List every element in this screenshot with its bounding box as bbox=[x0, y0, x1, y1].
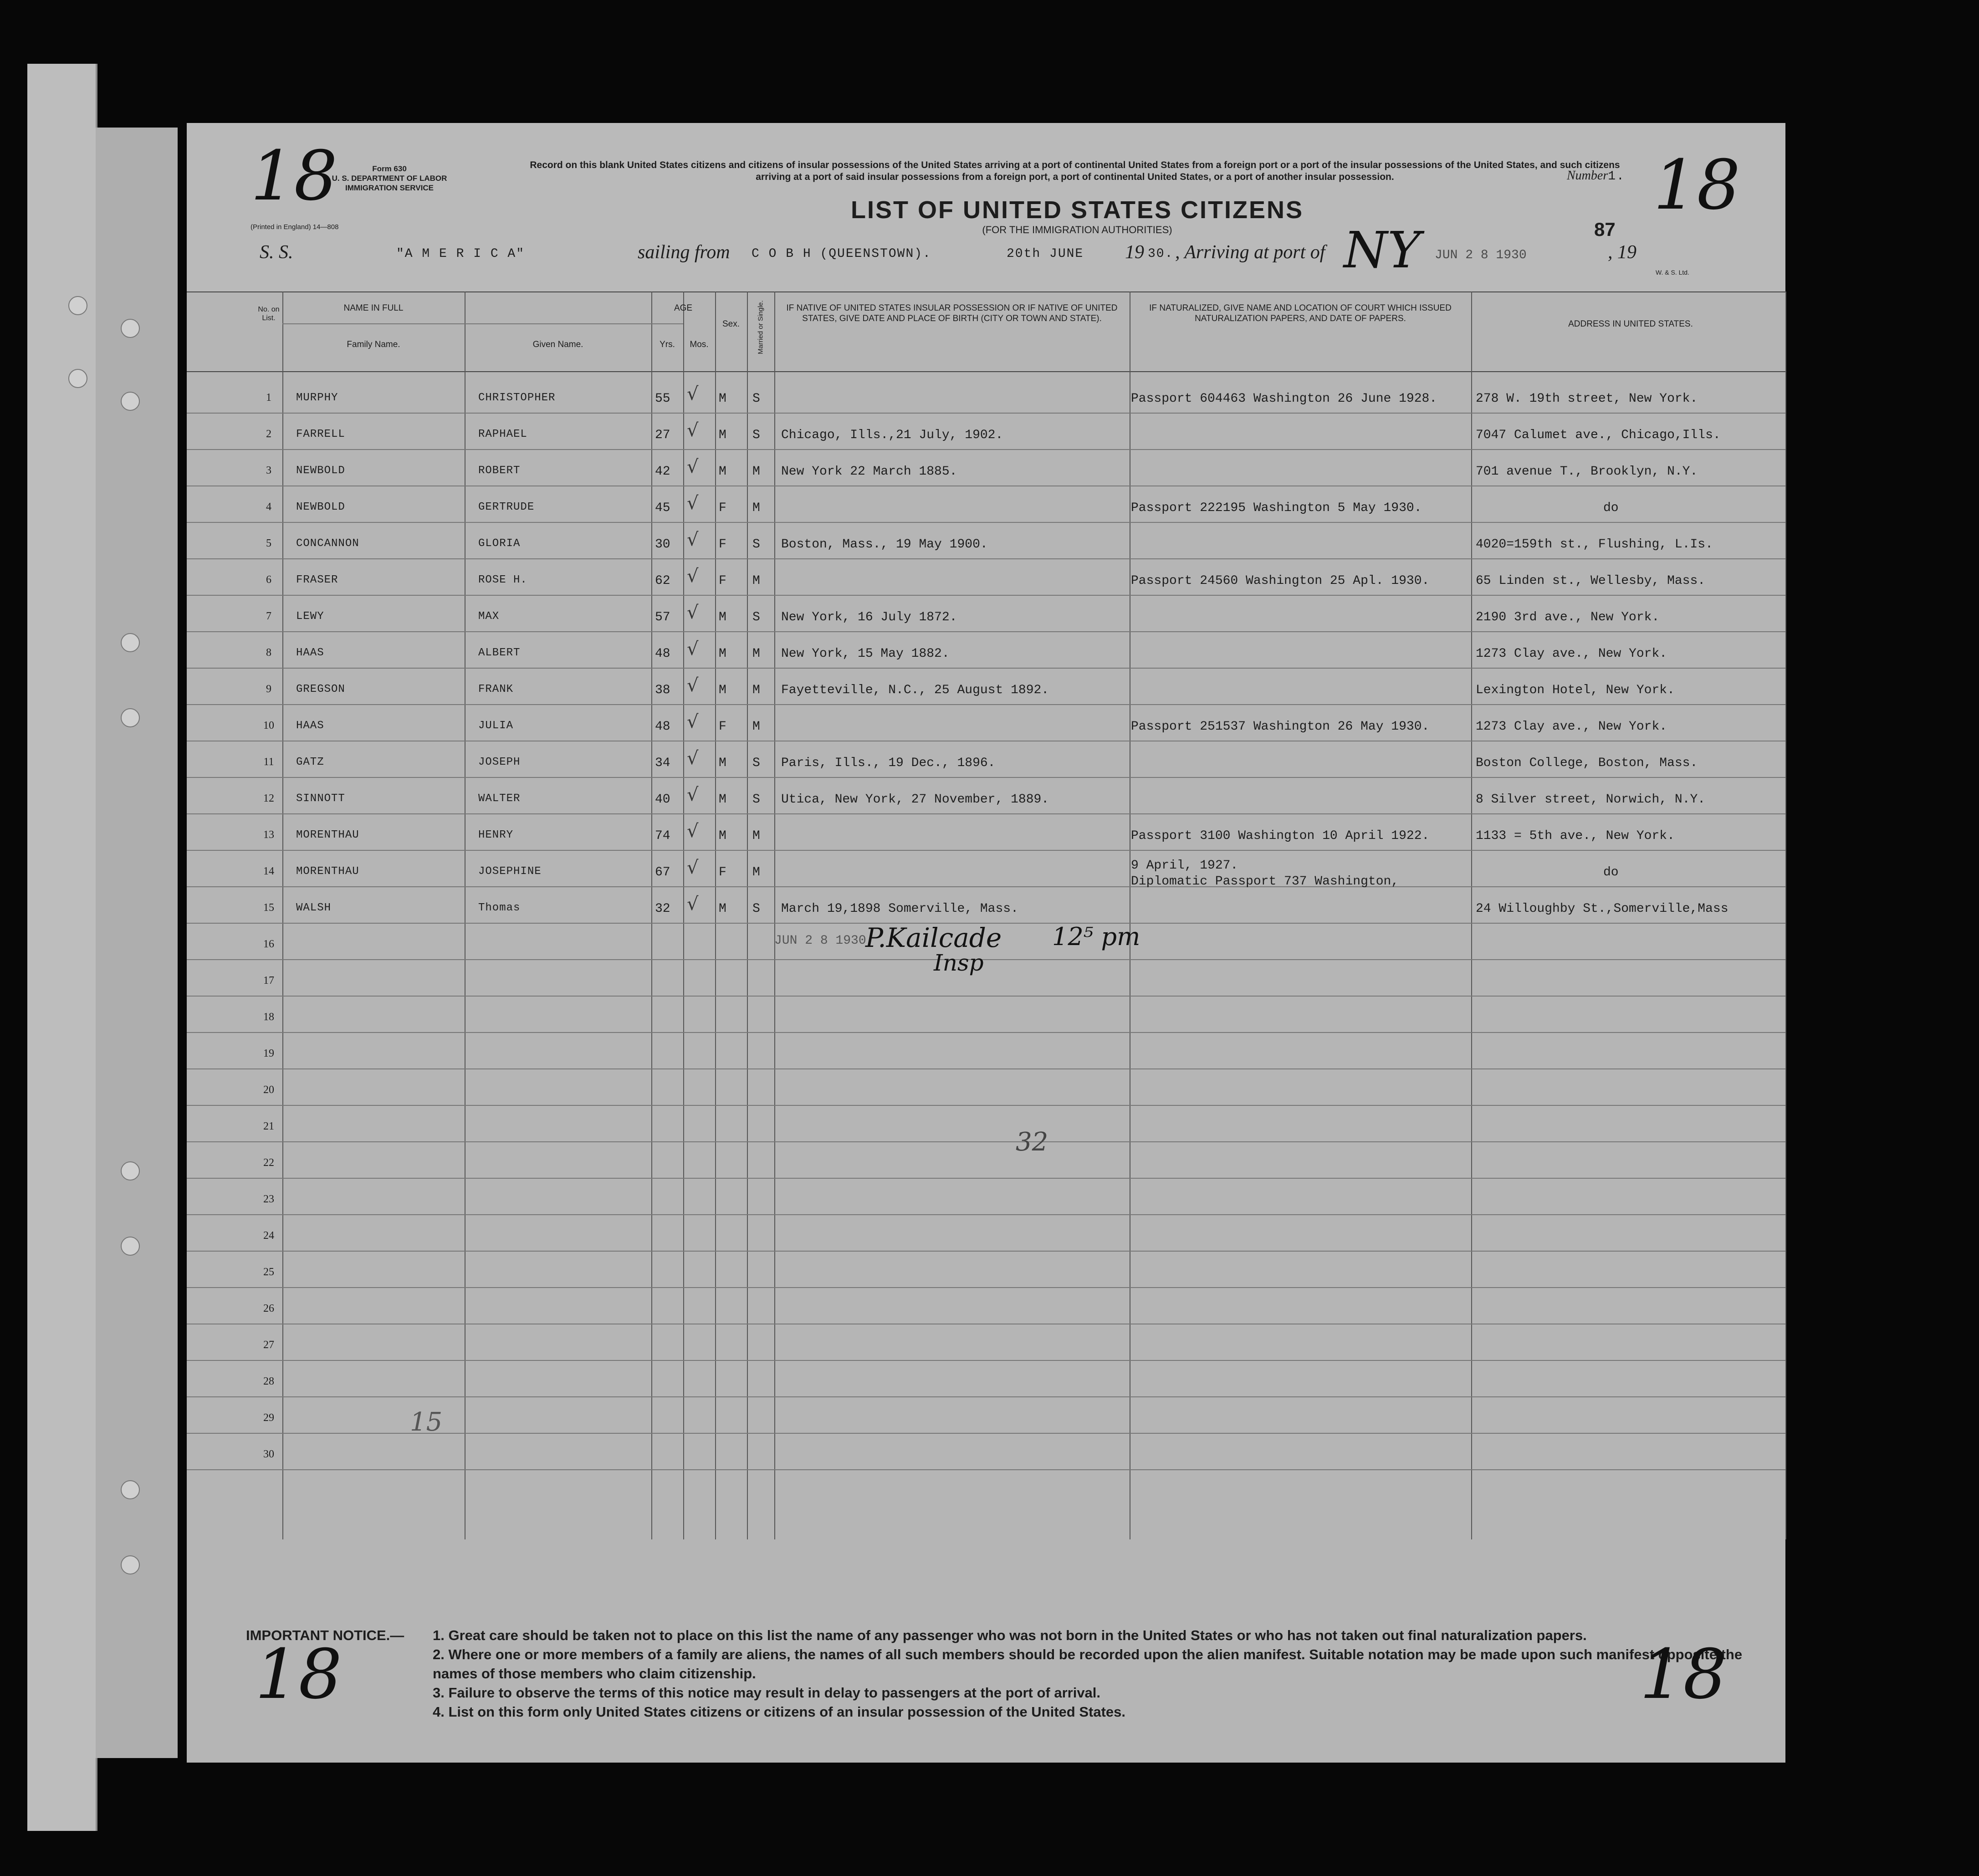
arrival-year-label: , 19 bbox=[1608, 242, 1636, 263]
age-years: 55 bbox=[655, 392, 670, 406]
given-name: WALTER bbox=[478, 792, 521, 805]
binder-hole bbox=[68, 296, 87, 315]
address: 7047 Calumet ave., Chicago,Ills. bbox=[1476, 428, 1721, 442]
empty-row-number: 17 bbox=[263, 975, 274, 987]
row-rule bbox=[187, 631, 1785, 632]
row-rule bbox=[187, 1214, 1785, 1215]
birth-place-date: Paris, Ills., 19 Dec., 1896. bbox=[781, 756, 996, 770]
number-label: Number bbox=[1567, 169, 1608, 183]
marital-status: S bbox=[752, 756, 760, 770]
sex: F bbox=[719, 865, 726, 879]
col-divider bbox=[683, 291, 684, 1539]
col-divider bbox=[651, 291, 652, 1539]
birth-place-date: New York 22 March 1885. bbox=[781, 465, 957, 479]
age-years: 27 bbox=[655, 428, 670, 442]
age-years: 48 bbox=[655, 720, 670, 734]
age-years: 45 bbox=[655, 501, 670, 515]
page-title: LIST OF UNITED STATES CITIZENS bbox=[851, 196, 1304, 224]
binding-strip-inner bbox=[96, 128, 178, 1758]
row-rule bbox=[187, 777, 1785, 778]
col-header-no: No. on List. bbox=[258, 306, 280, 322]
row-number: 15 bbox=[263, 902, 274, 914]
passenger-count: 32 bbox=[1016, 1127, 1048, 1157]
col-header-family: Family Name. bbox=[347, 340, 400, 349]
address: 65 Linden st., Wellesby, Mass. bbox=[1476, 574, 1706, 588]
col-header-given: Given Name. bbox=[532, 340, 583, 349]
row-rule bbox=[187, 1105, 1785, 1106]
col-divider bbox=[774, 291, 775, 1539]
given-name: JULIA bbox=[478, 720, 514, 732]
check-mark-icon: √ bbox=[687, 821, 699, 842]
address: 701 avenue T., Brooklyn, N.Y. bbox=[1476, 465, 1698, 479]
address: 4020=159th st., Flushing, L.Is. bbox=[1476, 537, 1713, 552]
sex: F bbox=[719, 501, 726, 515]
address: 278 W. 19th street, New York. bbox=[1476, 392, 1698, 406]
naturalization: 9 April, 1927. bbox=[1131, 859, 1238, 873]
row-rule bbox=[187, 449, 1785, 450]
family-name: FARRELL bbox=[296, 428, 345, 440]
col-header-age: AGE bbox=[674, 303, 693, 313]
check-mark-icon: √ bbox=[687, 639, 699, 659]
marital-status: S bbox=[752, 792, 760, 807]
departure-port: C O B H (QUEENSTOWN). bbox=[752, 247, 931, 261]
marital-status: S bbox=[752, 392, 760, 406]
number-field bbox=[1567, 169, 1625, 184]
birth-place-date: New York, 15 May 1882. bbox=[781, 647, 950, 661]
notice-item: 4. List on this form only United States citizens or citizens of an insular possession of the United States. bbox=[433, 1704, 1125, 1720]
empty-row-number: 25 bbox=[263, 1266, 274, 1278]
marital-status: M bbox=[752, 647, 760, 661]
check-mark-icon: √ bbox=[687, 493, 699, 514]
address: 1133 = 5th ave., New York. bbox=[1476, 829, 1675, 843]
birth-place-date: March 19,1898 Somerville, Mass. bbox=[781, 902, 1018, 916]
header-bottom-rule bbox=[187, 371, 1785, 372]
given-name: FRANK bbox=[478, 683, 514, 695]
family-name: CONCANNON bbox=[296, 537, 359, 550]
empty-row-number: 27 bbox=[263, 1339, 274, 1351]
binder-hole bbox=[121, 1555, 140, 1574]
row-number: 11 bbox=[263, 756, 274, 768]
check-mark-icon: √ bbox=[687, 711, 699, 732]
row-rule bbox=[187, 1178, 1785, 1179]
row-number: 14 bbox=[263, 865, 274, 877]
address: Lexington Hotel, New York. bbox=[1476, 683, 1675, 697]
age-years: 57 bbox=[655, 610, 670, 624]
check-mark-icon: √ bbox=[687, 529, 699, 550]
handwritten-page-number: 18 bbox=[251, 137, 338, 216]
inspector-signature: P.Kailcade bbox=[865, 922, 1002, 953]
row-number: 3 bbox=[266, 465, 271, 476]
form-number: Form 630 bbox=[372, 164, 407, 173]
age-years: 40 bbox=[655, 792, 670, 807]
row-rule bbox=[187, 668, 1785, 669]
subheader-rule bbox=[282, 323, 683, 324]
naturalization: Passport 604463 Washington 26 June 1928. bbox=[1131, 392, 1437, 406]
handwritten-notice-right: 18 bbox=[1640, 1635, 1727, 1714]
empty-row-number: 21 bbox=[263, 1120, 274, 1132]
sailing-from-label: sailing from bbox=[638, 242, 730, 263]
col-divider bbox=[747, 291, 748, 1539]
binding-strip bbox=[27, 64, 97, 1831]
sailing-year: 30. bbox=[1148, 247, 1174, 261]
notice-label: IMPORTANT NOTICE.— bbox=[246, 1627, 404, 1643]
birth-place-date: New York, 16 July 1872. bbox=[781, 610, 957, 624]
given-name: GERTRUDE bbox=[478, 501, 535, 513]
family-name: MORENTHAU bbox=[296, 829, 359, 841]
birth-place-date: Utica, New York, 27 November, 1889. bbox=[781, 792, 1049, 807]
age-years: 32 bbox=[655, 902, 670, 916]
marital-status: S bbox=[752, 428, 760, 442]
given-name: RAPHAEL bbox=[478, 428, 527, 440]
marital-status: S bbox=[752, 902, 760, 916]
sex: F bbox=[719, 720, 726, 734]
check-mark-icon: √ bbox=[687, 420, 699, 441]
marital-status: S bbox=[752, 610, 760, 624]
family-name: GATZ bbox=[296, 756, 324, 768]
age-years: 42 bbox=[655, 465, 670, 479]
family-name: HAAS bbox=[296, 647, 324, 659]
service-name: IMMIGRATION SERVICE bbox=[345, 184, 434, 192]
check-mark-icon: √ bbox=[687, 857, 699, 878]
record-instructions: Record on this blank United States citizens and citizens of insular possessions of the United States arriving at a port of continental United States from a foreign port or a port of the insular possessions of the United States, and such citizens arriving at a port of said insular possessions from a foreign port, a port of continental United States, or a port of another insular possession. bbox=[530, 160, 1620, 182]
row-number: 4 bbox=[266, 501, 271, 513]
col-divider bbox=[1471, 291, 1472, 1539]
page-number: 87 bbox=[1594, 219, 1616, 240]
handwritten-sheet-number: 18 bbox=[1653, 146, 1740, 225]
row-rule bbox=[187, 959, 1785, 960]
number-value: 1. bbox=[1608, 169, 1625, 184]
naturalization: Passport 251537 Washington 26 May 1930. bbox=[1131, 720, 1430, 734]
row-number: 8 bbox=[266, 647, 271, 659]
address: 1273 Clay ave., New York. bbox=[1476, 647, 1667, 661]
sex: M bbox=[719, 610, 726, 624]
family-name: FRASER bbox=[296, 574, 338, 586]
printed-note: (Printed in England) 14—808 bbox=[251, 223, 339, 231]
binder-hole bbox=[121, 633, 140, 652]
row-number: 12 bbox=[263, 792, 274, 804]
marital-status: M bbox=[752, 683, 760, 697]
col-header-sex: Sex. bbox=[722, 319, 740, 329]
binder-hole bbox=[121, 1480, 140, 1499]
age-years: 74 bbox=[655, 829, 670, 843]
col-header-birthplace: IF NATIVE OF UNITED STATES INSULAR POSSESSION OR IF NATIVE OF UNITED STATES, GIVE DATE AND PLACE OF BIRTH (CITY OR TOWN AND STATE). bbox=[786, 303, 1118, 323]
family-name: NEWBOLD bbox=[296, 465, 345, 477]
empty-row-number: 28 bbox=[263, 1375, 274, 1387]
address: 2190 3rd ave., New York. bbox=[1476, 610, 1660, 624]
marital-status: M bbox=[752, 829, 760, 843]
given-name: ALBERT bbox=[478, 647, 521, 659]
col-header-married: Married or Single. bbox=[757, 300, 765, 354]
check-mark-icon: √ bbox=[687, 784, 699, 805]
check-mark-icon: √ bbox=[687, 383, 699, 404]
address: do bbox=[1603, 501, 1619, 515]
age-years: 62 bbox=[655, 574, 670, 588]
marital-status: S bbox=[752, 537, 760, 552]
address: Boston College, Boston, Mass. bbox=[1476, 756, 1698, 770]
check-mark-icon: √ bbox=[687, 894, 699, 915]
given-name: ROBERT bbox=[478, 465, 521, 477]
row-number: 1 bbox=[266, 392, 271, 404]
year-prefix: 19 bbox=[1125, 242, 1144, 263]
manifest-page bbox=[187, 123, 1785, 1763]
row-number: 10 bbox=[263, 720, 274, 731]
sailing-date: 20th JUNE bbox=[1007, 247, 1084, 261]
sex: F bbox=[719, 537, 726, 552]
age-years: 34 bbox=[655, 756, 670, 770]
printer-mark: W. & S. Ltd. bbox=[1656, 269, 1689, 276]
address: 8 Silver street, Norwich, N.Y. bbox=[1476, 792, 1706, 807]
marital-status: M bbox=[752, 574, 760, 588]
empty-row-number: 19 bbox=[263, 1048, 274, 1059]
row-rule bbox=[187, 813, 1785, 814]
given-name: HENRY bbox=[478, 829, 514, 841]
binder-hole bbox=[121, 1237, 140, 1256]
given-name: MAX bbox=[478, 610, 500, 623]
ship-name: "A M E R I C A" bbox=[396, 247, 525, 261]
check-mark-icon: √ bbox=[687, 675, 699, 696]
inspector-title: Insp bbox=[934, 950, 984, 976]
row-rule bbox=[187, 1251, 1785, 1252]
sex: M bbox=[719, 428, 726, 442]
marital-status: M bbox=[752, 865, 760, 879]
row-number: 9 bbox=[266, 683, 271, 695]
col-divider bbox=[715, 291, 716, 1539]
empty-row-number: 20 bbox=[263, 1084, 274, 1096]
empty-row-number: 24 bbox=[263, 1230, 274, 1242]
naturalization-line2: Diplomatic Passport 737 Washington, bbox=[1131, 874, 1399, 889]
marital-status: M bbox=[752, 465, 760, 479]
age-years: 48 bbox=[655, 647, 670, 661]
given-name: JOSEPH bbox=[478, 756, 521, 768]
col-header-naturalization: IF NATURALIZED, GIVE NAME AND LOCATION OF COURT WHICH ISSUED NATURALIZATION PAPERS, AND DATE OF PAPERS. bbox=[1149, 303, 1452, 323]
marital-status: M bbox=[752, 501, 760, 515]
inspection-date-stamp: JUN 2 8 1930 bbox=[774, 934, 866, 948]
family-name: WALSH bbox=[296, 902, 332, 914]
family-name: NEWBOLD bbox=[296, 501, 345, 513]
handwritten-notice-left: 18 bbox=[255, 1635, 342, 1714]
sex: M bbox=[719, 756, 726, 770]
row-rule bbox=[187, 1068, 1785, 1069]
family-name: MORENTHAU bbox=[296, 865, 359, 878]
row-rule bbox=[187, 1141, 1785, 1142]
binder-hole bbox=[121, 319, 140, 338]
naturalization: Passport 3100 Washington 10 April 1922. bbox=[1131, 829, 1430, 843]
empty-row-number: 29 bbox=[263, 1412, 274, 1424]
empty-row-number: 26 bbox=[263, 1303, 274, 1314]
col-divider bbox=[1785, 291, 1786, 1539]
age-years: 38 bbox=[655, 683, 670, 697]
margin-mark: 15 bbox=[410, 1407, 443, 1437]
empty-row-number: 18 bbox=[263, 1011, 274, 1023]
col-header-yrs: Yrs. bbox=[660, 340, 675, 349]
row-number: 7 bbox=[266, 610, 271, 622]
empty-row-number: 30 bbox=[263, 1448, 274, 1460]
address: 24 Willoughby St.,Somerville,Mass bbox=[1476, 902, 1728, 916]
inspection-time: 12⁵ pm bbox=[1052, 922, 1140, 951]
col-header-mos: Mos. bbox=[690, 340, 709, 349]
check-mark-icon: √ bbox=[687, 566, 699, 587]
row-rule bbox=[187, 522, 1785, 523]
birth-place-date: Fayetteville, N.C., 25 August 1892. bbox=[781, 683, 1049, 697]
address: 1273 Clay ave., New York. bbox=[1476, 720, 1667, 734]
row-rule bbox=[187, 1396, 1785, 1397]
birth-place-date: Boston, Mass., 19 May 1900. bbox=[781, 537, 988, 552]
sex: M bbox=[719, 902, 726, 916]
family-name: SINNOTT bbox=[296, 792, 345, 805]
notice-items bbox=[433, 1626, 1754, 1722]
page-subtitle: (FOR THE IMMIGRATION AUTHORITIES) bbox=[982, 224, 1172, 235]
empty-row-number: 23 bbox=[263, 1193, 274, 1205]
row-rule bbox=[187, 413, 1785, 414]
empty-row-number: 16 bbox=[263, 938, 274, 950]
given-name: CHRISTOPHER bbox=[478, 392, 556, 404]
binder-hole bbox=[68, 369, 87, 388]
family-name: MURPHY bbox=[296, 392, 338, 404]
row-rule bbox=[187, 704, 1785, 705]
family-name: GREGSON bbox=[296, 683, 345, 695]
notice-item: 1. Great care should be taken not to place on this list the name of any passenger who was not born in the United States or who has not taken out final naturalization papers. bbox=[433, 1627, 1587, 1643]
sex: M bbox=[719, 647, 726, 661]
binder-hole bbox=[121, 392, 140, 411]
ss-label: S. S. bbox=[260, 242, 293, 263]
family-name: LEWY bbox=[296, 610, 324, 623]
notice-item: 3. Failure to observe the terms of this notice may result in delay to passengers at the port of arrival. bbox=[433, 1685, 1101, 1701]
sex: M bbox=[719, 792, 726, 807]
empty-row-number: 22 bbox=[263, 1157, 274, 1169]
passenger-table bbox=[187, 291, 1785, 1539]
given-name: GLORIA bbox=[478, 537, 521, 550]
row-rule bbox=[187, 850, 1785, 851]
family-name: HAAS bbox=[296, 720, 324, 732]
row-rule bbox=[187, 595, 1785, 596]
row-rule bbox=[187, 996, 1785, 997]
row-rule bbox=[187, 1287, 1785, 1288]
naturalization: Passport 222195 Washington 5 May 1930. bbox=[1131, 501, 1422, 515]
row-rule bbox=[187, 1360, 1785, 1361]
given-name: JOSEPHINE bbox=[478, 865, 542, 878]
check-mark-icon: √ bbox=[687, 456, 699, 477]
row-number: 6 bbox=[266, 574, 271, 586]
naturalization: Passport 24560 Washington 25 Apl. 1930. bbox=[1131, 574, 1430, 588]
arrival-port-handwritten: NY bbox=[1344, 221, 1421, 279]
sex: F bbox=[719, 574, 726, 588]
check-mark-icon: √ bbox=[687, 602, 699, 623]
row-number: 13 bbox=[263, 829, 274, 841]
sex: M bbox=[719, 392, 726, 406]
binder-hole bbox=[121, 708, 140, 727]
row-rule bbox=[187, 558, 1785, 559]
arriving-label: , Arriving at port of bbox=[1175, 242, 1325, 263]
binder-hole bbox=[121, 1161, 140, 1181]
sex: M bbox=[719, 829, 726, 843]
table-top-rule bbox=[187, 291, 1785, 292]
col-header-name: NAME IN FULL bbox=[343, 303, 404, 313]
age-years: 67 bbox=[655, 865, 670, 879]
given-name: ROSE H. bbox=[478, 574, 527, 586]
col-divider bbox=[282, 291, 283, 1539]
row-rule bbox=[187, 1032, 1785, 1033]
address: do bbox=[1603, 865, 1619, 879]
sex: M bbox=[719, 465, 726, 479]
check-mark-icon: √ bbox=[687, 748, 699, 769]
row-rule bbox=[187, 886, 1785, 887]
given-name: Thomas bbox=[478, 902, 521, 914]
sex: M bbox=[719, 683, 726, 697]
age-years: 30 bbox=[655, 537, 670, 552]
row-number: 5 bbox=[266, 537, 271, 549]
form-label bbox=[321, 164, 458, 193]
birth-place-date: Chicago, Ills.,21 July, 1902. bbox=[781, 428, 1003, 442]
marital-status: M bbox=[752, 720, 760, 734]
row-number: 2 bbox=[266, 428, 271, 440]
arrival-date-stamp: JUN 2 8 1930 bbox=[1435, 248, 1527, 262]
notice-item: 2. Where one or more members of a family are aliens, the names of all such members should be recorded upon the alien manifest. Suitable notation may be made upon such manifest opposite the names of those members who claim citizenship. bbox=[433, 1646, 1743, 1682]
department-name: U. S. DEPARTMENT OF LABOR bbox=[332, 174, 447, 183]
col-header-address: ADDRESS IN UNITED STATES. bbox=[1568, 319, 1693, 329]
row-rule bbox=[187, 1469, 1785, 1470]
